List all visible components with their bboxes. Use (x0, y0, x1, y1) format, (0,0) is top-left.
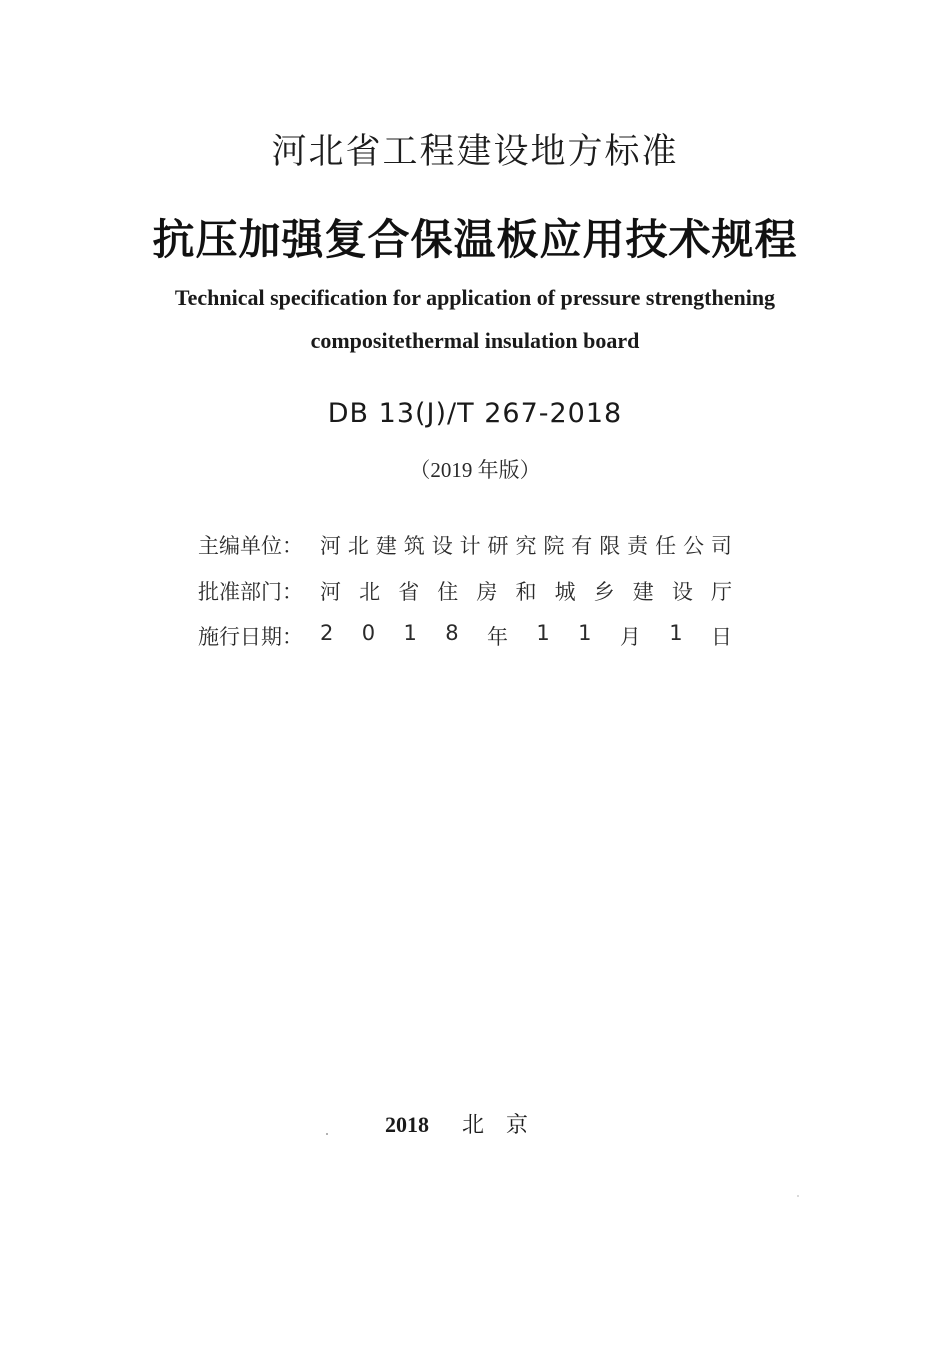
value-char: 1 (403, 621, 417, 645)
value-char: 研 (487, 534, 509, 558)
value-char: 8 (445, 621, 459, 645)
standard-code: DB 13(J)/T 267-2018 (327, 398, 623, 429)
approver-value (320, 576, 732, 606)
value-char: 任 (655, 534, 677, 558)
approver-label: 批准部门： (198, 580, 303, 604)
effective-date-value (320, 621, 732, 651)
value-char: 北 (359, 580, 381, 604)
value-char: 设 (431, 534, 453, 558)
value-char: 责 (627, 534, 649, 558)
value-char: 房 (476, 580, 498, 604)
value-char: 厅 (710, 580, 732, 604)
editor-value (320, 530, 732, 560)
scan-speck (797, 1195, 799, 1197)
value-char: 筑 (403, 534, 425, 558)
document-title-zh: 抗压加强复合保温板应用技术规程 (152, 215, 798, 264)
edition-note: （2019 年版） (409, 458, 541, 482)
value-char: 城 (554, 580, 576, 604)
value-char: 乡 (593, 580, 615, 604)
editor-label: 主编单位： (198, 534, 303, 558)
value-char: 北 (347, 534, 369, 558)
effective-date-label: 施行日期： (198, 625, 303, 649)
value-char: 1 (578, 621, 592, 645)
value-char: 省 (398, 580, 420, 604)
value-char: 2 (320, 621, 334, 645)
value-char: 究 (515, 534, 537, 558)
value-char: 公 (682, 534, 704, 558)
document-title-en-line2: compositethermal insulation board (310, 328, 640, 353)
publication-line (385, 1108, 585, 1139)
scan-speck (326, 1133, 328, 1135)
value-char: 建 (632, 580, 654, 604)
value-char: 河 (320, 580, 341, 604)
value-char: 和 (515, 580, 537, 604)
value-char: 年 (487, 625, 508, 649)
value-char: 1 (669, 621, 683, 645)
value-char: 限 (599, 534, 621, 558)
value-char: 1 (536, 621, 550, 645)
value-char: 司 (710, 534, 732, 558)
value-char: 月 (619, 625, 641, 649)
value-char: 设 (671, 580, 693, 604)
value-char: 0 (361, 621, 376, 645)
publication-year: 2018 (385, 1112, 429, 1137)
value-char: 住 (437, 580, 459, 604)
standard-series-title: 河北省工程建设地方标准 (271, 132, 679, 172)
value-char: 日 (711, 625, 732, 649)
document-title-en-line1: Technical specification for application of pressure strengthening (174, 285, 776, 310)
value-char: 建 (375, 534, 397, 558)
value-char: 有 (571, 534, 593, 558)
value-char: 计 (459, 534, 481, 558)
value-char: 河 (320, 534, 341, 558)
publication-city: 北京 (462, 1113, 551, 1138)
value-char: 院 (543, 534, 565, 558)
